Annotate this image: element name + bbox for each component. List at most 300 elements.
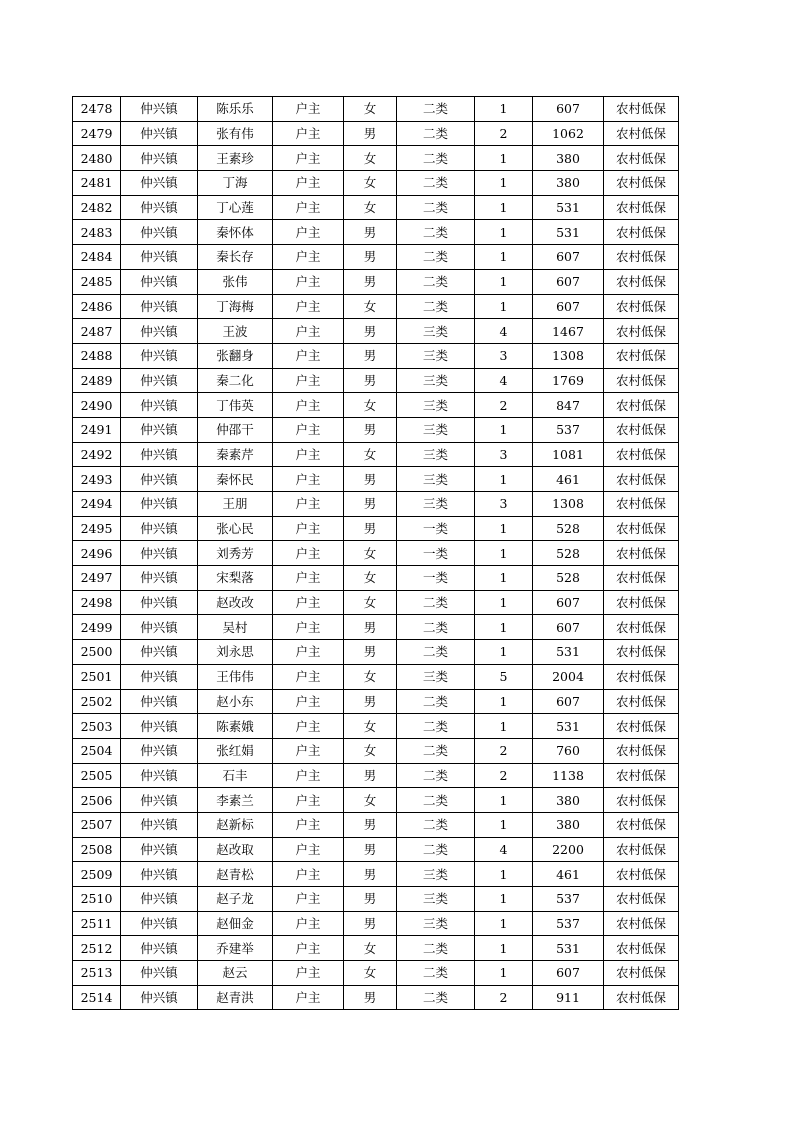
table-row: [73, 171, 679, 196]
row-number: 2505: [73, 763, 121, 788]
amount-cell: 537: [533, 887, 604, 912]
town-cell: 仲兴镇: [121, 368, 198, 393]
name-cell: 秦怀体: [198, 220, 273, 245]
gender-cell: 女: [344, 393, 397, 418]
row-number: 2511: [73, 911, 121, 936]
row-number: 2492: [73, 442, 121, 467]
relation-cell: 户主: [273, 738, 344, 763]
amount-cell: 528: [533, 516, 604, 541]
relation-cell: 户主: [273, 171, 344, 196]
town-cell: 仲兴镇: [121, 343, 198, 368]
name-cell: 丁伟英: [198, 393, 273, 418]
household-size-cell: 2: [475, 121, 533, 146]
row-number: 2482: [73, 195, 121, 220]
category-cell: 三类: [397, 417, 475, 442]
name-cell: 赵改取: [198, 837, 273, 862]
category-cell: 三类: [397, 467, 475, 492]
table-row: [73, 195, 679, 220]
amount-cell: 380: [533, 788, 604, 813]
category-cell: 二类: [397, 714, 475, 739]
table-row: [73, 936, 679, 961]
gender-cell: 男: [344, 689, 397, 714]
assistance-type-cell: 农村低保: [604, 887, 679, 912]
beneficiary-table: [72, 96, 679, 1010]
table-row: [73, 121, 679, 146]
town-cell: 仲兴镇: [121, 985, 198, 1010]
table-row: [73, 492, 679, 517]
gender-cell: 男: [344, 220, 397, 245]
amount-cell: 607: [533, 294, 604, 319]
household-size-cell: 2: [475, 985, 533, 1010]
row-number: 2500: [73, 640, 121, 665]
relation-cell: 户主: [273, 763, 344, 788]
table-row: [73, 516, 679, 541]
row-number: 2490: [73, 393, 121, 418]
amount-cell: 380: [533, 812, 604, 837]
household-size-cell: 1: [475, 714, 533, 739]
amount-cell: 1138: [533, 763, 604, 788]
category-cell: 一类: [397, 541, 475, 566]
town-cell: 仲兴镇: [121, 590, 198, 615]
row-number: 2499: [73, 615, 121, 640]
name-cell: 丁海梅: [198, 294, 273, 319]
town-cell: 仲兴镇: [121, 714, 198, 739]
table-row: [73, 417, 679, 442]
gender-cell: 男: [344, 615, 397, 640]
household-size-cell: 1: [475, 640, 533, 665]
row-number: 2497: [73, 566, 121, 591]
household-size-cell: 1: [475, 788, 533, 813]
assistance-type-cell: 农村低保: [604, 121, 679, 146]
gender-cell: 男: [344, 467, 397, 492]
relation-cell: 户主: [273, 985, 344, 1010]
town-cell: 仲兴镇: [121, 936, 198, 961]
amount-cell: 607: [533, 590, 604, 615]
relation-cell: 户主: [273, 220, 344, 245]
town-cell: 仲兴镇: [121, 738, 198, 763]
amount-cell: 1467: [533, 319, 604, 344]
assistance-type-cell: 农村低保: [604, 714, 679, 739]
assistance-type-cell: 农村低保: [604, 566, 679, 591]
name-cell: 张红娟: [198, 738, 273, 763]
row-number: 2478: [73, 97, 121, 122]
household-size-cell: 1: [475, 269, 533, 294]
name-cell: 赵子龙: [198, 887, 273, 912]
amount-cell: 607: [533, 689, 604, 714]
table-row: [73, 738, 679, 763]
town-cell: 仲兴镇: [121, 171, 198, 196]
row-number: 2508: [73, 837, 121, 862]
gender-cell: 男: [344, 343, 397, 368]
assistance-type-cell: 农村低保: [604, 590, 679, 615]
gender-cell: 男: [344, 417, 397, 442]
table-body: [73, 97, 679, 1010]
amount-cell: 607: [533, 615, 604, 640]
table-row: [73, 442, 679, 467]
amount-cell: 607: [533, 97, 604, 122]
assistance-type-cell: 农村低保: [604, 146, 679, 171]
category-cell: 三类: [397, 343, 475, 368]
assistance-type-cell: 农村低保: [604, 936, 679, 961]
town-cell: 仲兴镇: [121, 862, 198, 887]
category-cell: 二类: [397, 689, 475, 714]
relation-cell: 户主: [273, 146, 344, 171]
row-number: 2494: [73, 492, 121, 517]
town-cell: 仲兴镇: [121, 269, 198, 294]
name-cell: 张翻身: [198, 343, 273, 368]
assistance-type-cell: 农村低保: [604, 417, 679, 442]
relation-cell: 户主: [273, 788, 344, 813]
amount-cell: 911: [533, 985, 604, 1010]
gender-cell: 女: [344, 714, 397, 739]
name-cell: 张伟: [198, 269, 273, 294]
amount-cell: 531: [533, 640, 604, 665]
table-row: [73, 837, 679, 862]
relation-cell: 户主: [273, 714, 344, 739]
household-size-cell: 1: [475, 516, 533, 541]
row-number: 2501: [73, 664, 121, 689]
name-cell: 丁心莲: [198, 195, 273, 220]
gender-cell: 女: [344, 541, 397, 566]
table-row: [73, 640, 679, 665]
assistance-type-cell: 农村低保: [604, 738, 679, 763]
table-row: [73, 985, 679, 1010]
category-cell: 三类: [397, 442, 475, 467]
relation-cell: 户主: [273, 97, 344, 122]
amount-cell: 528: [533, 541, 604, 566]
row-number: 2507: [73, 812, 121, 837]
name-cell: 赵佃金: [198, 911, 273, 936]
relation-cell: 户主: [273, 269, 344, 294]
gender-cell: 男: [344, 812, 397, 837]
household-size-cell: 1: [475, 294, 533, 319]
amount-cell: 1081: [533, 442, 604, 467]
assistance-type-cell: 农村低保: [604, 343, 679, 368]
household-size-cell: 1: [475, 887, 533, 912]
household-size-cell: 3: [475, 492, 533, 517]
gender-cell: 男: [344, 640, 397, 665]
town-cell: 仲兴镇: [121, 664, 198, 689]
amount-cell: 380: [533, 171, 604, 196]
row-number: 2513: [73, 961, 121, 986]
table-row: [73, 664, 679, 689]
name-cell: 陈乐乐: [198, 97, 273, 122]
relation-cell: 户主: [273, 664, 344, 689]
table-row: [73, 319, 679, 344]
town-cell: 仲兴镇: [121, 689, 198, 714]
town-cell: 仲兴镇: [121, 788, 198, 813]
household-size-cell: 1: [475, 590, 533, 615]
row-number: 2486: [73, 294, 121, 319]
household-size-cell: 1: [475, 417, 533, 442]
assistance-type-cell: 农村低保: [604, 294, 679, 319]
table-row: [73, 714, 679, 739]
amount-cell: 607: [533, 245, 604, 270]
amount-cell: 531: [533, 220, 604, 245]
category-cell: 三类: [397, 492, 475, 517]
gender-cell: 女: [344, 590, 397, 615]
category-cell: 二类: [397, 961, 475, 986]
amount-cell: 461: [533, 862, 604, 887]
name-cell: 赵改改: [198, 590, 273, 615]
amount-cell: 531: [533, 714, 604, 739]
assistance-type-cell: 农村低保: [604, 541, 679, 566]
category-cell: 二类: [397, 640, 475, 665]
gender-cell: 女: [344, 442, 397, 467]
assistance-type-cell: 农村低保: [604, 961, 679, 986]
name-cell: 刘秀芳: [198, 541, 273, 566]
town-cell: 仲兴镇: [121, 97, 198, 122]
category-cell: 二类: [397, 220, 475, 245]
relation-cell: 户主: [273, 467, 344, 492]
relation-cell: 户主: [273, 393, 344, 418]
name-cell: 吴村: [198, 615, 273, 640]
town-cell: 仲兴镇: [121, 442, 198, 467]
name-cell: 张心民: [198, 516, 273, 541]
household-size-cell: 3: [475, 442, 533, 467]
assistance-type-cell: 农村低保: [604, 319, 679, 344]
relation-cell: 户主: [273, 442, 344, 467]
table-row: [73, 541, 679, 566]
name-cell: 赵青洪: [198, 985, 273, 1010]
gender-cell: 男: [344, 492, 397, 517]
town-cell: 仲兴镇: [121, 121, 198, 146]
assistance-type-cell: 农村低保: [604, 837, 679, 862]
table-row: [73, 812, 679, 837]
name-cell: 王伟伟: [198, 664, 273, 689]
town-cell: 仲兴镇: [121, 812, 198, 837]
town-cell: 仲兴镇: [121, 887, 198, 912]
table-row: [73, 689, 679, 714]
gender-cell: 男: [344, 516, 397, 541]
gender-cell: 男: [344, 269, 397, 294]
amount-cell: 531: [533, 936, 604, 961]
town-cell: 仲兴镇: [121, 541, 198, 566]
relation-cell: 户主: [273, 812, 344, 837]
assistance-type-cell: 农村低保: [604, 664, 679, 689]
relation-cell: 户主: [273, 936, 344, 961]
household-size-cell: 4: [475, 368, 533, 393]
table-row: [73, 294, 679, 319]
assistance-type-cell: 农村低保: [604, 269, 679, 294]
household-size-cell: 4: [475, 837, 533, 862]
gender-cell: 男: [344, 837, 397, 862]
row-number: 2506: [73, 788, 121, 813]
relation-cell: 户主: [273, 615, 344, 640]
gender-cell: 女: [344, 195, 397, 220]
table-row: [73, 788, 679, 813]
amount-cell: 1308: [533, 343, 604, 368]
gender-cell: 女: [344, 664, 397, 689]
name-cell: 张有伟: [198, 121, 273, 146]
amount-cell: 607: [533, 269, 604, 294]
name-cell: 石丰: [198, 763, 273, 788]
relation-cell: 户主: [273, 294, 344, 319]
household-size-cell: 1: [475, 961, 533, 986]
town-cell: 仲兴镇: [121, 245, 198, 270]
amount-cell: 537: [533, 911, 604, 936]
relation-cell: 户主: [273, 689, 344, 714]
category-cell: 三类: [397, 664, 475, 689]
household-size-cell: 5: [475, 664, 533, 689]
table-row: [73, 146, 679, 171]
table-row: [73, 245, 679, 270]
amount-cell: 537: [533, 417, 604, 442]
household-size-cell: 1: [475, 689, 533, 714]
table-row: [73, 566, 679, 591]
household-size-cell: 1: [475, 541, 533, 566]
assistance-type-cell: 农村低保: [604, 442, 679, 467]
relation-cell: 户主: [273, 911, 344, 936]
category-cell: 二类: [397, 171, 475, 196]
assistance-type-cell: 农村低保: [604, 220, 679, 245]
relation-cell: 户主: [273, 541, 344, 566]
town-cell: 仲兴镇: [121, 492, 198, 517]
amount-cell: 1769: [533, 368, 604, 393]
row-number: 2491: [73, 417, 121, 442]
category-cell: 二类: [397, 788, 475, 813]
amount-cell: 2004: [533, 664, 604, 689]
name-cell: 王朋: [198, 492, 273, 517]
gender-cell: 女: [344, 936, 397, 961]
category-cell: 二类: [397, 738, 475, 763]
relation-cell: 户主: [273, 516, 344, 541]
row-number: 2504: [73, 738, 121, 763]
gender-cell: 女: [344, 566, 397, 591]
category-cell: 二类: [397, 837, 475, 862]
relation-cell: 户主: [273, 640, 344, 665]
category-cell: 二类: [397, 763, 475, 788]
household-size-cell: 2: [475, 393, 533, 418]
gender-cell: 女: [344, 788, 397, 813]
name-cell: 赵青松: [198, 862, 273, 887]
category-cell: 二类: [397, 294, 475, 319]
amount-cell: 847: [533, 393, 604, 418]
table-row: [73, 615, 679, 640]
gender-cell: 女: [344, 294, 397, 319]
relation-cell: 户主: [273, 343, 344, 368]
assistance-type-cell: 农村低保: [604, 689, 679, 714]
assistance-type-cell: 农村低保: [604, 911, 679, 936]
category-cell: 三类: [397, 887, 475, 912]
category-cell: 二类: [397, 195, 475, 220]
row-number: 2514: [73, 985, 121, 1010]
row-number: 2493: [73, 467, 121, 492]
category-cell: 二类: [397, 985, 475, 1010]
amount-cell: 2200: [533, 837, 604, 862]
relation-cell: 户主: [273, 566, 344, 591]
relation-cell: 户主: [273, 961, 344, 986]
row-number: 2510: [73, 887, 121, 912]
row-number: 2485: [73, 269, 121, 294]
table-row: [73, 97, 679, 122]
assistance-type-cell: 农村低保: [604, 763, 679, 788]
row-number: 2488: [73, 343, 121, 368]
category-cell: 三类: [397, 319, 475, 344]
row-number: 2509: [73, 862, 121, 887]
town-cell: 仲兴镇: [121, 146, 198, 171]
town-cell: 仲兴镇: [121, 467, 198, 492]
category-cell: 三类: [397, 862, 475, 887]
category-cell: 二类: [397, 269, 475, 294]
category-cell: 二类: [397, 590, 475, 615]
gender-cell: 女: [344, 146, 397, 171]
table-row: [73, 911, 679, 936]
table-row: [73, 220, 679, 245]
row-number: 2479: [73, 121, 121, 146]
row-number: 2502: [73, 689, 121, 714]
gender-cell: 女: [344, 961, 397, 986]
row-number: 2498: [73, 590, 121, 615]
relation-cell: 户主: [273, 862, 344, 887]
name-cell: 李素兰: [198, 788, 273, 813]
gender-cell: 男: [344, 121, 397, 146]
town-cell: 仲兴镇: [121, 294, 198, 319]
name-cell: 赵小东: [198, 689, 273, 714]
relation-cell: 户主: [273, 590, 344, 615]
gender-cell: 男: [344, 245, 397, 270]
household-size-cell: 2: [475, 738, 533, 763]
row-number: 2483: [73, 220, 121, 245]
name-cell: 王素珍: [198, 146, 273, 171]
household-size-cell: 1: [475, 245, 533, 270]
table-row: [73, 763, 679, 788]
table-row: [73, 393, 679, 418]
table-row: [73, 269, 679, 294]
town-cell: 仲兴镇: [121, 911, 198, 936]
category-cell: 二类: [397, 146, 475, 171]
name-cell: 赵云: [198, 961, 273, 986]
name-cell: 丁海: [198, 171, 273, 196]
relation-cell: 户主: [273, 417, 344, 442]
household-size-cell: 1: [475, 812, 533, 837]
gender-cell: 男: [344, 368, 397, 393]
name-cell: 赵新标: [198, 812, 273, 837]
table-row: [73, 343, 679, 368]
category-cell: 二类: [397, 936, 475, 961]
household-size-cell: 1: [475, 220, 533, 245]
table-row: [73, 862, 679, 887]
category-cell: 三类: [397, 911, 475, 936]
household-size-cell: 1: [475, 936, 533, 961]
town-cell: 仲兴镇: [121, 220, 198, 245]
town-cell: 仲兴镇: [121, 640, 198, 665]
row-number: 2496: [73, 541, 121, 566]
relation-cell: 户主: [273, 837, 344, 862]
gender-cell: 男: [344, 763, 397, 788]
household-size-cell: 1: [475, 171, 533, 196]
amount-cell: 461: [533, 467, 604, 492]
name-cell: 秦二化: [198, 368, 273, 393]
household-size-cell: 1: [475, 97, 533, 122]
gender-cell: 女: [344, 97, 397, 122]
town-cell: 仲兴镇: [121, 615, 198, 640]
household-size-cell: 4: [475, 319, 533, 344]
table-row: [73, 590, 679, 615]
name-cell: 秦长存: [198, 245, 273, 270]
town-cell: 仲兴镇: [121, 393, 198, 418]
amount-cell: 607: [533, 961, 604, 986]
gender-cell: 女: [344, 738, 397, 763]
row-number: 2489: [73, 368, 121, 393]
assistance-type-cell: 农村低保: [604, 985, 679, 1010]
household-size-cell: 3: [475, 343, 533, 368]
gender-cell: 男: [344, 862, 397, 887]
gender-cell: 男: [344, 887, 397, 912]
name-cell: 仲邵干: [198, 417, 273, 442]
category-cell: 二类: [397, 812, 475, 837]
assistance-type-cell: 农村低保: [604, 97, 679, 122]
